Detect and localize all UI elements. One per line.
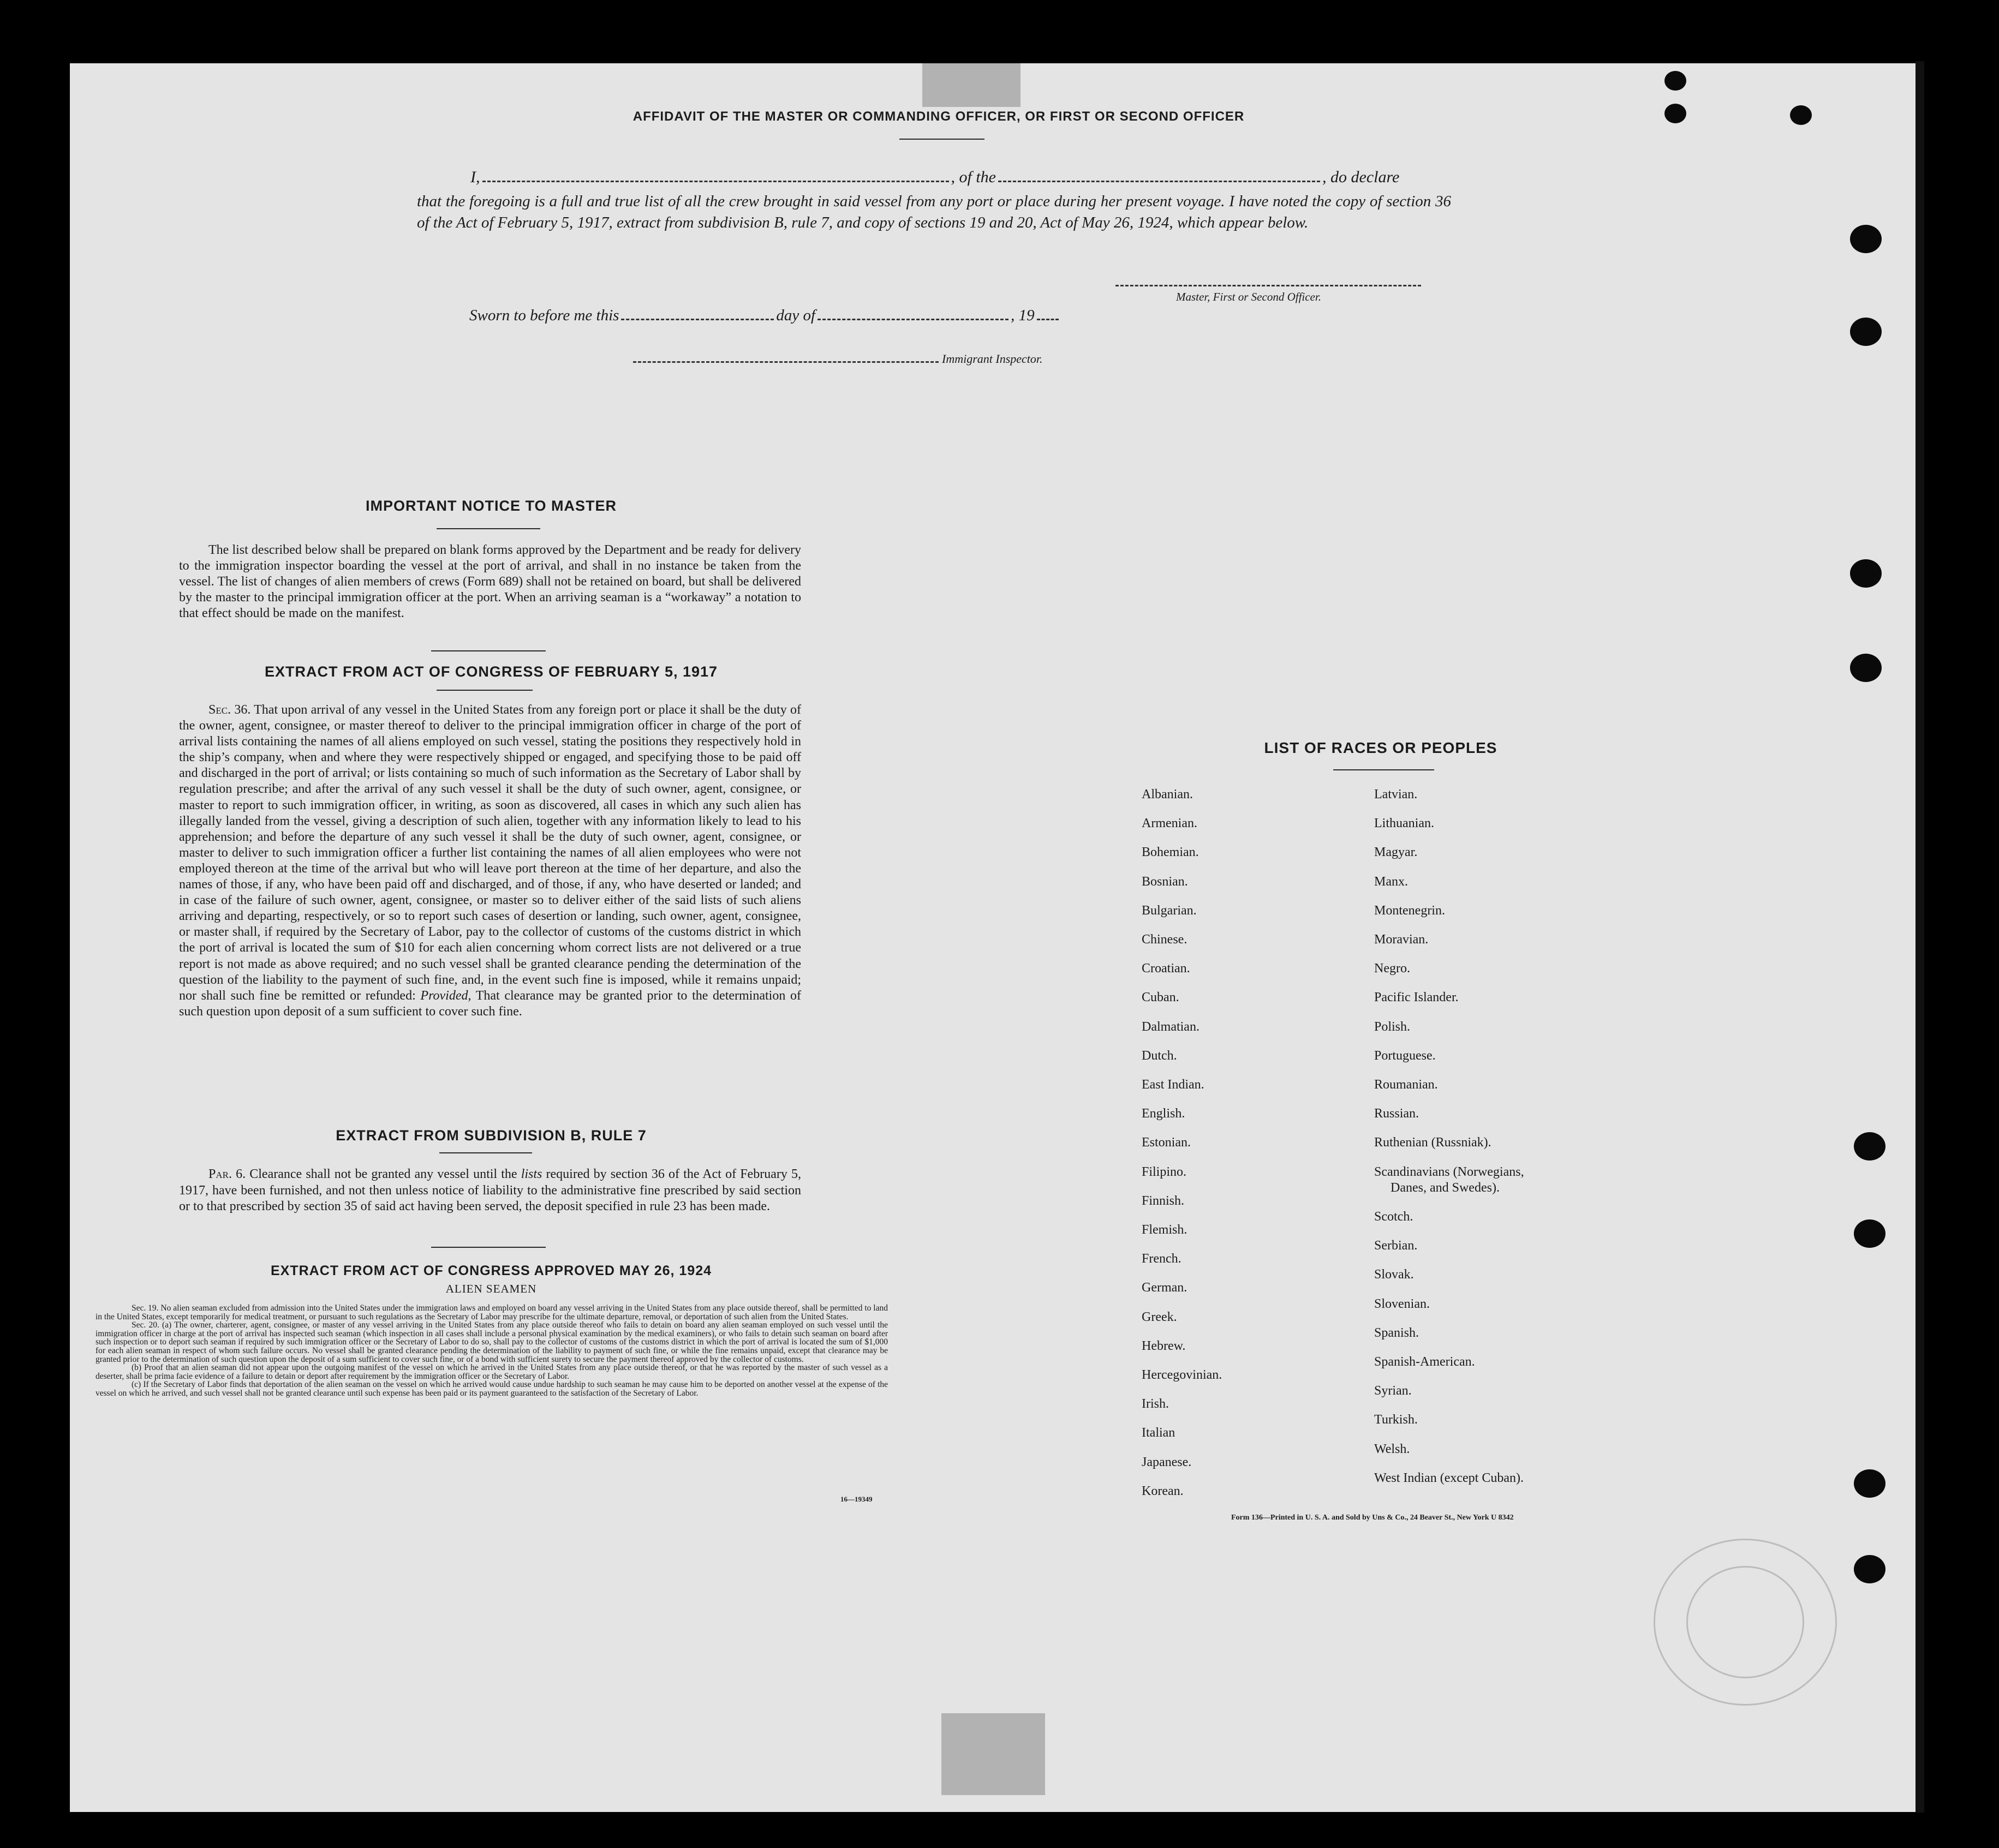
race-item: Italian [1142, 1426, 1175, 1440]
race-item: Dutch. [1142, 1048, 1177, 1063]
vessel-blank[interactable] [998, 181, 1320, 182]
punch-hole [1664, 71, 1686, 91]
signature-caption: Master, First or Second Officer. [1176, 290, 1321, 303]
race-item: Irish. [1142, 1397, 1169, 1412]
race-item: Serbian. [1374, 1239, 1418, 1253]
act-1917-title: EXTRACT FROM ACT OF CONGRESS OF FEBRUARY 5, 1917 [264, 663, 718, 680]
race-item: Syrian. [1374, 1384, 1412, 1398]
section-36-text: That upon arrival of any vessel in the United States from any foreign port or place it shall be the duty of the owner, agent, consignee, or master thereof to deliver to the principal immigration officer in charge of the port of arrival lists containing the names of all aliens employed on such vessel, stating the positions they respectively hold in the ship’s company, when and where they were respectively shipped or engaged, and specifying those to be paid off and discharged in the port of arrival; or lists containing so much of such information as the Secretary of Labor shall by regulation prescribe; and after the arrival of any such vessel it shall be the duty of such owner, agent, consignee, or master to report to such immigration officer, in writing, as soon as discovered, all cases in which any such alien has illegally landed from the vessel, giving a description of such alien, together with any information likely to lead to his apprehension; and before the departure of any such vessel it shall be the duty of such owner, agent, consignee, or master to deliver to such immigration officer a further list containing the names of all alien employees who were not employed thereon at the time of the arrival but who will leave port thereon at the time of her departure, and also the names of those, if any, who have been paid off and discharged, and of those, if any, who have deserted or landed; and in case of the failure of such owner, agent, consignee, or master so to deliver either of the said lists of such aliens arriving and departing, respectively, or so to report such cases of desertion or landing, such owner, agent, consignee, or master shall, if required by the Secretary of Labor, pay to the collector of customs of the customs district in which the port of arrival is located the sum of $10 for each alien concerning whom correct lists are not delivered or a true report is not made as above required; and no such vessel shall be granted clearance pending the determination of the question of the liability to the payment of such fine, and, in the event such fine is imposed, while it remains unpaid; nor shall such fine be remitted or refunded: [179, 703, 801, 1003]
race-item: Slovenian. [1374, 1296, 1430, 1311]
race-item: English. [1142, 1107, 1185, 1121]
race-item: Moravian. [1374, 932, 1429, 947]
notice-title: IMPORTANT NOTICE TO MASTER [366, 498, 617, 514]
race-item: Magyar. [1374, 845, 1418, 860]
act-1924-title: EXTRACT FROM ACT OF CONGRESS APPROVED MAY 26, 1924 [270, 1263, 712, 1278]
inspector-caption: Immigrant Inspector. [942, 352, 1043, 366]
rule7-text-a: Clearance shall not be granted any vessel until the [249, 1167, 517, 1181]
act-1917-body [179, 702, 801, 1020]
punch-hole [1850, 559, 1882, 588]
race-item: Russian. [1374, 1107, 1419, 1121]
signature-line[interactable] [1115, 279, 1421, 289]
race-item: Turkish. [1374, 1413, 1418, 1427]
race-item: Spanish. [1374, 1325, 1419, 1340]
year-blank[interactable] [1037, 319, 1059, 320]
race-item: Negro. [1374, 961, 1410, 976]
declaration-body: that the foregoing is a full and true list of all the crew brought in said vessel from any port or place during her present voyage. I have noted the copy of section 36 of the Act of February 5, 1917, extract from subdivision B, rule 7, and copy of sections 19 and 20, Act of May 26, 1924, which appear below. [417, 193, 1451, 231]
race-item: Albanian. [1142, 787, 1193, 802]
act-1924-subtitle: ALIEN SEAMEN [445, 1282, 537, 1295]
race-item: Welsh. [1374, 1442, 1410, 1456]
race-item: Cuban. [1142, 990, 1179, 1005]
race-item: Roumanian. [1374, 1078, 1438, 1092]
race-item: Scotch. [1374, 1210, 1413, 1224]
embossed-seal-inner [1686, 1566, 1804, 1678]
year-prefix: , 19 [1011, 307, 1035, 324]
affidavit-title: AFFIDAVIT OF THE MASTER OR COMMANDING OFFICER, OR FIRST OR SECOND OFFICER [632, 109, 1245, 124]
day-of-label: day of [776, 307, 816, 324]
sworn-line [469, 307, 1061, 325]
race-item: Bohemian. [1142, 845, 1199, 860]
rule7-body [179, 1167, 801, 1215]
race-item: Ruthenian (Russniak). [1374, 1135, 1491, 1150]
section-20a-text: Sec. 20. (a) The owner, charterer, agent, consignee, or master of any vessel arriving in the United States from any place outside thereof who fails to detain on board any alien seaman employed on such vessel until the immigration officer in charge at the port of arrival has inspected such seaman (which inspection in all cases shall include a personal physical examination by the medical examiners), or who fails to detain such seaman on board after such inspection or to deport such seaman if required by such immigration officer or the Secretary of Labor to do so, shall pay to the collector of customs of the customs district in which the port of arrival is located the sum of $1,000 for each alien seaman in respect of whom such failure occurs. No vessel shall be granted clearance pending the determination of the liability to payment of such fine, or while the fine remains unpaid, except that clearance may be granted prior to the determination of such question upon the deposit of a sum sufficient to cover such fine, or of a bond with sufficient surety to secure the payment thereof approved by the collector of customs. [96, 1320, 888, 1364]
title-rule [899, 139, 984, 140]
sworn-label: Sworn to before me this [469, 307, 619, 324]
rule7-title: EXTRACT FROM SUBDIVISION B, RULE 7 [336, 1127, 647, 1144]
lists-word: lists [521, 1167, 542, 1181]
race-item: Latvian. [1374, 787, 1418, 802]
punch-hole [1790, 105, 1812, 125]
race-item: Greek. [1142, 1309, 1177, 1324]
punch-hole [1854, 1219, 1885, 1248]
tape-mark-bottom [941, 1713, 1045, 1795]
race-item: French. [1142, 1252, 1182, 1266]
notice-body: The list described below shall be prepared on blank forms approved by the Department and be ready for delivery to the immigration inspector boarding the vessel at the port of arrival, and shall in no instance be taken from the vessel. The list of changes of alien members of crews (Form 689) shall not be retained on board, but shall be delivered by the master to the principal immigration officer at the port. When an arriving seaman is a “workaway” a notation to that effect should be made on the manifest. [179, 543, 801, 620]
par-label: Par. 6. [208, 1167, 246, 1181]
punch-hole [1664, 104, 1686, 123]
race-item: Bosnian. [1142, 874, 1188, 889]
section-20b-text: (b) Proof that an alien seaman did not appear upon the outgoing manifest of the vessel on which he arrived in the United States from any place outside thereof, or that he was reported by the master of such vessel as a deserter, shall be prima facie evidence of a failure to detain or deport after requirement by the immigration officer or the Secretary of Labor. [96, 1363, 888, 1381]
race-item: Danes, and Swedes). [1391, 1180, 1500, 1195]
tape-mark-top [922, 63, 1021, 107]
race-item: Filipino. [1142, 1164, 1187, 1179]
punch-hole [1850, 225, 1882, 253]
race-item: Armenian. [1142, 816, 1197, 831]
scan-frame-edge [1916, 61, 1924, 1813]
provided-text: That clearance may be granted prior to the determination of such question upon deposit of a sum sufficient to cover such fine. [179, 988, 801, 1019]
rule7-rule [439, 1152, 532, 1153]
name-blank[interactable] [482, 181, 949, 182]
race-item: Lithuanian. [1374, 816, 1434, 831]
race-item: Hercegovinian. [1142, 1368, 1222, 1382]
race-item: Korean. [1142, 1484, 1184, 1498]
section-19-text: Sec. 19. No alien seaman excluded from admission into the United States under the immigration laws and employed on board any vessel arriving in the United States from any place outside thereof, shall be permitted to land in the United States, except temporarily for medical treatment, or pursuant to such regulations as the Secretary of Labor may prescribe for the ultimate departure, removal, or deportation of such alien from the United States. [96, 1303, 888, 1321]
form-code: 16—19349 [840, 1495, 873, 1503]
inspector-blank[interactable] [633, 361, 939, 363]
i-label: I, [470, 168, 480, 186]
punch-hole [1854, 1132, 1885, 1161]
declaration-line [470, 168, 1453, 187]
punch-hole [1854, 1469, 1885, 1498]
race-item: Croatian. [1142, 961, 1190, 976]
races-title: LIST OF RACES OR PEOPLES [1264, 739, 1497, 756]
race-item: German. [1142, 1281, 1188, 1295]
of-the-label: , of the [951, 168, 996, 186]
notice-rule [437, 528, 540, 529]
race-item: Dalmatian. [1142, 1019, 1200, 1034]
race-item: Portuguese. [1374, 1048, 1436, 1063]
race-item: West Indian (except Cuban). [1374, 1470, 1524, 1485]
race-item: Hebrew. [1142, 1338, 1186, 1353]
punch-hole [1854, 1555, 1885, 1583]
section-label: Sec. 36. [208, 703, 251, 717]
race-item: Estonian. [1142, 1135, 1191, 1150]
race-item: Manx. [1374, 874, 1408, 889]
section-20c-text: (c) If the Secretary of Labor finds that deportation of the alien seaman on the vessel on which he arrived would cause undue hardship to such seaman he may cause him to be deported on another vessel at the expense of the vessel on which he arrived, and such vessel shall not be granted clearance until such expense has been paid or its payment guaranteed to the satisfaction of the Secretary of Labor. [96, 1380, 888, 1398]
form-imprint: Form 136—Printed in U. S. A. and Sold by Uns & Co., 24 Beaver St., New York U 8342 [1231, 1514, 1514, 1522]
race-item: Flemish. [1142, 1223, 1188, 1237]
act-1924-body [96, 1304, 888, 1398]
race-item: Montenegrin. [1374, 903, 1445, 918]
race-item: Spanish-American. [1374, 1355, 1475, 1369]
races-rule [1333, 769, 1434, 770]
provided-label: Provided, [420, 988, 472, 1003]
punch-hole [1850, 318, 1882, 346]
race-item: Japanese. [1142, 1455, 1192, 1469]
race-item: Chinese. [1142, 932, 1188, 947]
rule7-rule-2 [431, 1247, 546, 1248]
race-item: East Indian. [1142, 1078, 1204, 1092]
race-item: Pacific Islander. [1374, 990, 1459, 1005]
notice-rule-2 [431, 650, 546, 651]
act-1917-rule [437, 690, 533, 691]
race-item: Polish. [1374, 1019, 1411, 1034]
inspector-line [633, 352, 1043, 366]
month-blank[interactable] [817, 319, 1009, 320]
race-item: Bulgarian. [1142, 903, 1197, 918]
do-declare-label: , do declare [1322, 168, 1400, 186]
race-item: Slovak. [1374, 1267, 1414, 1282]
rule7-text-b: required by section 36 of the Act of February 5, 1917, have been furnished, and not then unless notice of liability to the administrative fine prescribed by said section or to that prescribed by section 35 of said act having been served, the deposit specified in rule 23 has been made. [179, 1167, 801, 1213]
day-blank[interactable] [621, 319, 774, 320]
race-item: Finnish. [1142, 1193, 1185, 1208]
race-item: Scandinavians (Norwegians, [1374, 1164, 1524, 1179]
punch-hole [1850, 654, 1882, 682]
